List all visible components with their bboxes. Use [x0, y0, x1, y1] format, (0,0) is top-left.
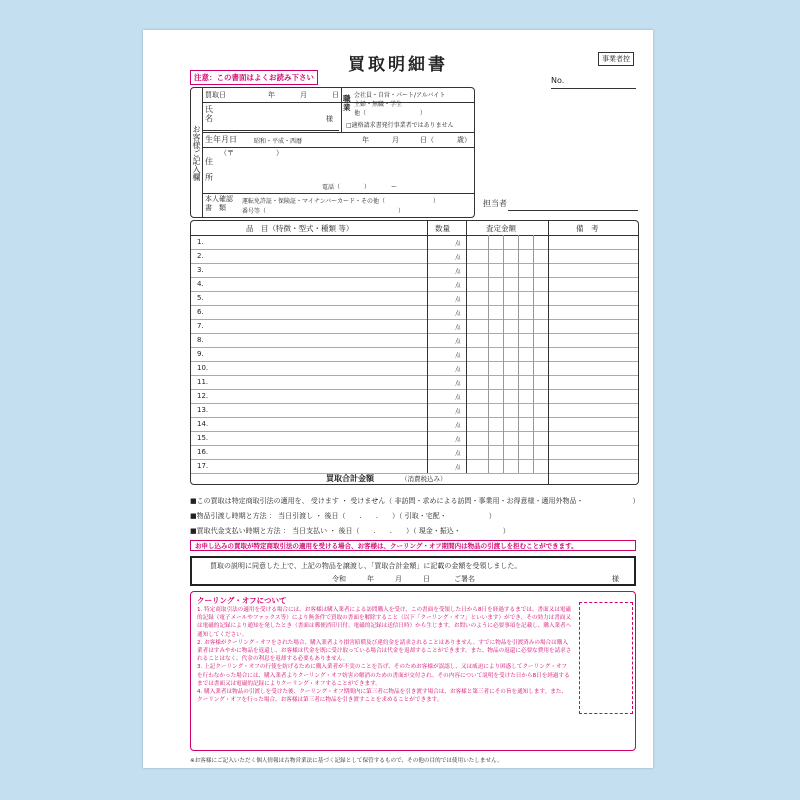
- table-row: [191, 235, 638, 250]
- qty-divider: [427, 221, 428, 473]
- row-number: 12.: [197, 392, 209, 400]
- cooling-off-notification-sample: [579, 602, 633, 714]
- date-day-unit: 日: [332, 91, 339, 99]
- id-options: 運転免許証・保険証・マイナンバーカード・その他（ ）: [242, 198, 440, 205]
- table-row: [191, 333, 638, 348]
- total-note: （消費税込み）: [401, 475, 447, 483]
- table-row: [191, 445, 638, 460]
- birth-label: 生年月日: [205, 135, 237, 144]
- digit-divider: [503, 235, 504, 473]
- table-row: [191, 459, 638, 474]
- row-number: 8.: [197, 336, 204, 344]
- row-number: 15.: [197, 434, 209, 442]
- table-row: [191, 263, 638, 278]
- number-label: No.: [551, 76, 565, 85]
- occupation-options-2: 主婦・無職・学生: [354, 101, 403, 108]
- qty-unit: 点: [455, 409, 461, 415]
- signature-suffix: 様: [612, 575, 619, 583]
- qty-unit: 点: [455, 465, 461, 471]
- purchase-statement-sheet: [143, 30, 653, 768]
- table-row: [191, 319, 638, 334]
- agreement-box: [190, 556, 636, 586]
- id-row: [202, 193, 474, 217]
- row-number: 3.: [197, 266, 204, 274]
- invoice-checkbox[interactable]: □適格請求書発行事業者ではありません: [346, 122, 454, 129]
- privacy-footnote: ※お客様にご記入いただく個人情報は古物営業法に基づく記録として保管するもので、その他の目的では使用いたしません。: [190, 758, 503, 764]
- occupation-label: 職業: [343, 94, 351, 112]
- age-unit: 歳）: [457, 136, 471, 144]
- address-row: [202, 146, 474, 194]
- total-row: [191, 473, 638, 484]
- table-row: [191, 347, 638, 362]
- address-label: 住所: [205, 157, 213, 182]
- table-row: [191, 277, 638, 292]
- qty-unit: 点: [455, 269, 461, 275]
- items-header: [191, 221, 638, 236]
- row-number: 6.: [197, 308, 204, 316]
- qty-unit: 点: [455, 437, 461, 443]
- option-payment: ■買取代金支払い時期と方法 ： 当日支払い ・ 後日（ . . ）（ 現金・振込・ ）: [190, 527, 510, 535]
- birth-year-unit: 年: [362, 136, 369, 144]
- qty-unit: 点: [455, 325, 461, 331]
- items-table: [190, 220, 639, 485]
- agreement-date: 令和 年 月 日: [332, 575, 430, 583]
- row-number: 10.: [197, 364, 209, 372]
- qty-unit: 点: [455, 283, 461, 289]
- col-amount: 査定金額: [486, 224, 516, 233]
- cooling-off-section: [190, 591, 636, 751]
- qty-unit: 点: [455, 339, 461, 345]
- name-label: 氏名: [205, 105, 213, 123]
- qty-unit: 点: [455, 381, 461, 387]
- digit-divider: [533, 235, 534, 473]
- qty-unit: 点: [455, 367, 461, 373]
- table-row: [191, 361, 638, 376]
- qty-unit: 点: [455, 353, 461, 359]
- row-number: 9.: [197, 350, 204, 358]
- digit-divider: [488, 235, 489, 473]
- birth-day-unit: 日（: [420, 136, 434, 144]
- id-label: 本人確認書 類: [205, 195, 233, 212]
- option-law: ■この買取は特定商取引法の適用を、 受けます ・ 受けません（ 非訪問・求めによる訪問・事業用・お得意様・適用外物品・ ）: [190, 497, 640, 505]
- page-title: 買取明細書: [348, 55, 448, 75]
- amount-divider: [466, 221, 467, 473]
- row-number: 2.: [197, 252, 204, 260]
- purchase-date-label: 買取日: [205, 91, 226, 99]
- col-remarks: 備 考: [576, 224, 599, 233]
- cooling-off-notice: お申し込みの買取が特定商取引法の適用を受ける場合、お客様は、クーリング・オフ期間内は物品の引渡しを拒むことができます。: [190, 540, 636, 551]
- date-year-unit: 年: [268, 91, 275, 99]
- qty-unit: 点: [455, 311, 461, 317]
- name-suffix: 様: [326, 115, 333, 123]
- birth-eras: 昭和・平成・西暦: [254, 138, 303, 145]
- agreement-text: 買取の説明に同意した上で、上記の物品を譲渡し、「買取合計金額」に記載の金額を受領しました。: [210, 562, 522, 570]
- date-month-unit: 月: [300, 91, 307, 99]
- row-number: 5.: [197, 294, 204, 302]
- table-row: [191, 389, 638, 404]
- qty-unit: 点: [455, 255, 461, 261]
- staff-line: [508, 210, 638, 211]
- cooling-off-title: クーリング・オフについて: [197, 596, 287, 605]
- qty-unit: 点: [455, 423, 461, 429]
- row-number: 7.: [197, 322, 204, 330]
- table-row: [191, 431, 638, 446]
- staff-label: 担当者: [483, 199, 507, 208]
- col-item: 品 目（特徴・型式・種類 等）: [246, 224, 354, 233]
- id-number[interactable]: 番号等（ ）: [242, 208, 405, 215]
- customer-side-label: お客様ご記入欄: [191, 88, 203, 217]
- qty-unit: 点: [455, 241, 461, 247]
- notice-banner: 注意：この書面はよくお読み下さい: [190, 70, 318, 85]
- copy-label: 事業者控: [598, 52, 634, 66]
- table-row: [191, 417, 638, 432]
- table-row: [191, 305, 638, 320]
- row-number: 11.: [197, 378, 209, 386]
- cooling-off-body: 1. 特定商取引法の適用を受ける場合には、お客様は購入業者による訪問購入を受け、この書面を受領した日から8日を経過するまでは、書面又は電磁的記録（電子メールやファックス等）により無条件で買取の書面を解除すること（以下「クーリング・オフ」といいます）ができ、その効力は書面又は電磁的記録により通知を発したとき（書面は郵便消印日付、電磁的記録は送信日時）から生じます。お問いのように必要事項を記載し、購入業者へ通知してください。 2. お客様がクーリング・オフをされた場合、購入業者より損害賠償及び違約金を請求されることはありません。すでに物品を引渡済みの場合は購入業者はすみやかに物品を返還し、お客様は代金を既に受け取っている場合は代金を返却することができます。また、物品の返還に必要な費用を請求されることはなく、代金の利息を返却する必要もありません。 3. 上記クーリング・オフの行使を妨げるために購入業者が不実のことを告げ、そのためお客様が誤認し、又は威迫により困惑してクーリング・オフを行わなかった場合には、購入業者よりクーリング・オフ妨害の解消のための書面が交付され、その内容について説明を受けた日から8日を経過するまでは書面又は電磁的記録によりクーリング・オフすることができます。 4. 購入業者は物品の引渡しを受けた後、クーリング・オフ期間内に第三者に物品を引き渡す場合は、お客様と第三者にその旨を通知します。また、クーリング・オフを行った場合、お客様は第三者に物品を引き渡すことを求めることができます。: [197, 607, 572, 704]
- row-number: 16.: [197, 448, 209, 456]
- row-number: 17.: [197, 462, 209, 470]
- qty-unit: 点: [455, 395, 461, 401]
- row-number: 1.: [197, 238, 204, 246]
- row-number: 13.: [197, 406, 209, 414]
- occupation-other: 他（ ）: [354, 110, 427, 117]
- number-line: [551, 88, 636, 89]
- table-row: [191, 403, 638, 418]
- signature-label: ご署名: [454, 575, 475, 583]
- table-row: [191, 375, 638, 390]
- total-label: 買取合計金額: [326, 474, 374, 483]
- option-delivery: ■物品引渡し時期と方法 ： 当日引渡し ・ 後日（ . . ）（ 引取・宅配・ ）: [190, 512, 496, 520]
- col-qty: 数量: [435, 224, 450, 233]
- name-row: [202, 102, 339, 131]
- row-number: 14.: [197, 420, 209, 428]
- remarks-divider: [548, 221, 549, 484]
- phone-field[interactable]: 電話（ ） ー: [322, 184, 398, 191]
- qty-unit: 点: [455, 297, 461, 303]
- row-number: 4.: [197, 280, 204, 288]
- occupation-options: 会社員・自営・パート/アルバイト: [354, 92, 446, 99]
- table-row: [191, 291, 638, 306]
- birth-month-unit: 月: [392, 136, 399, 144]
- digit-divider: [518, 235, 519, 473]
- postal-field[interactable]: （〒 ）: [220, 149, 283, 157]
- customer-section: [190, 87, 475, 218]
- qty-unit: 点: [455, 451, 461, 457]
- table-row: [191, 249, 638, 264]
